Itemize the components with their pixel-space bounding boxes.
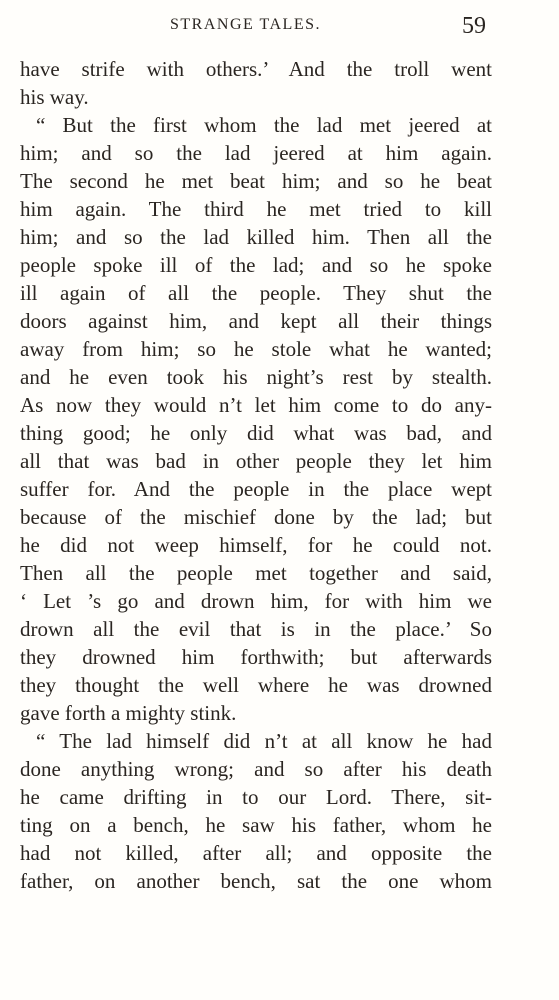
text-line: suffer for. And the people in the place wept [20, 477, 492, 501]
text-line: father, on another bench, sat the one whom [20, 869, 492, 893]
text-line: away from him; so he stole what he wanted; [20, 337, 492, 361]
page-number: 59 [462, 13, 486, 39]
text-line: ting on a bench, he saw his father, whom he [20, 813, 492, 837]
text-line: they drowned him forthwith; but afterwards [20, 645, 492, 669]
text-line: ill again of all the people. They shut the [20, 281, 492, 305]
text-line: doors against him, and kept all their things [20, 309, 492, 333]
text-line: and he even took his night’s rest by stealth. [20, 365, 492, 389]
running-title: STRANGE TALES. [170, 16, 321, 33]
text-line: have strife with others.’ And the troll went [20, 57, 492, 81]
text-line: him again. The third he met tried to kill [20, 197, 492, 221]
running-head [0, 13, 559, 46]
text-line: thing good; he only did what was bad, and [20, 421, 492, 445]
text-line: he did not weep himself, for he could not. [20, 533, 492, 557]
text-line: “ The lad himself did n’t at all know he had [36, 729, 492, 753]
text-line: people spoke ill of the lad; and so he spoke [20, 253, 492, 277]
text-line: him; and so the lad killed him. Then all the [20, 225, 492, 249]
text-line: “ But the first whom the lad met jeered at [36, 113, 492, 137]
text-line: As now they would n’t let him come to do any- [20, 393, 492, 417]
text-line: had not killed, after all; and opposite the [20, 841, 492, 865]
text-line: ‘ Let ’s go and drown him, for with him we [20, 589, 492, 613]
text-line: Then all the people met together and said, [20, 561, 492, 585]
body-text [20, 55, 492, 895]
text-line: they thought the well where he was drowned [20, 673, 492, 697]
text-line: The second he met beat him; and so he beat [20, 169, 492, 193]
text-line: drown all the evil that is in the place.’ So [20, 617, 492, 641]
text-line: because of the mischief done by the lad; but [20, 505, 492, 529]
text-line: done anything wrong; and so after his death [20, 757, 492, 781]
text-line: he came drifting in to our Lord. There, sit- [20, 785, 492, 809]
text-line: all that was bad in other people they let him [20, 449, 492, 473]
text-line: his way. [20, 85, 89, 109]
text-line: him; and so the lad jeered at him again. [20, 141, 492, 165]
text-line: gave forth a mighty stink. [20, 701, 237, 725]
